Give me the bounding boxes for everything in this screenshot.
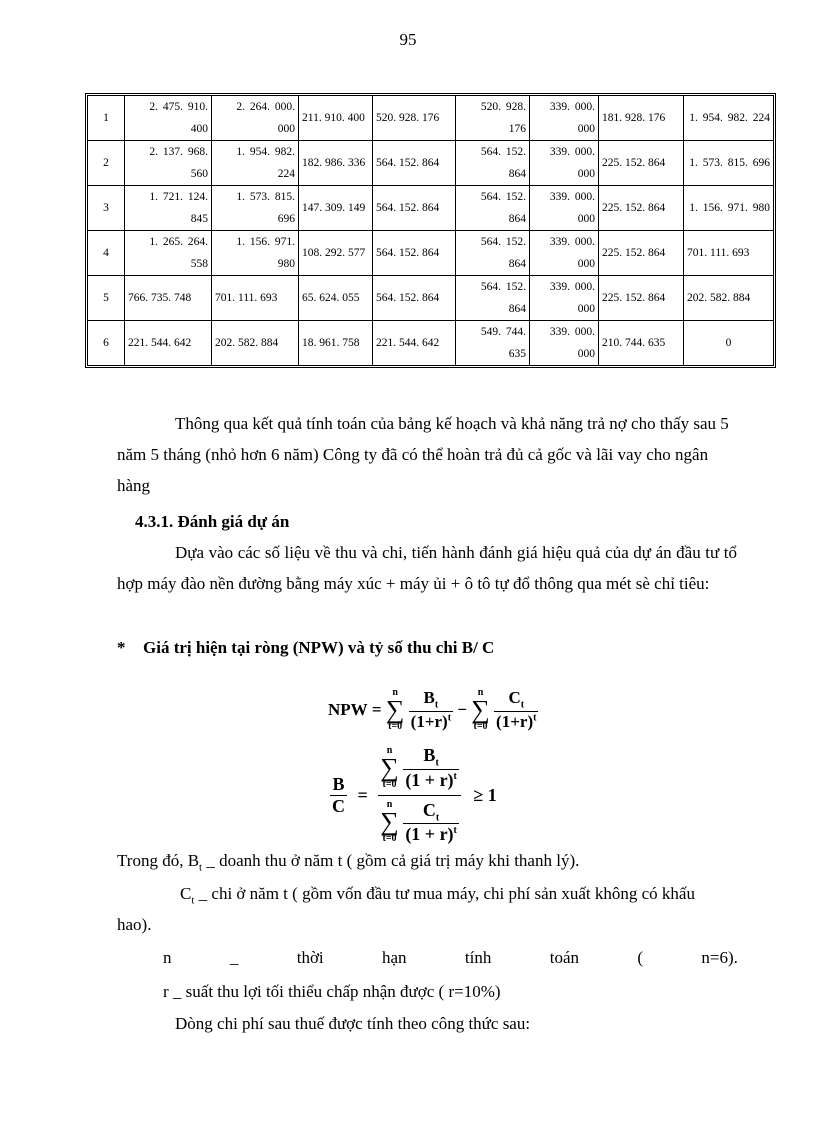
denominator: (1+r) <box>496 711 534 731</box>
def-n-word: tính <box>464 948 492 967</box>
bc-formula <box>330 745 497 845</box>
inner-b-sub: t <box>435 757 439 769</box>
bullet-symbol: * <box>117 638 126 657</box>
table-cell: 564. 152. 864 <box>373 141 456 186</box>
inner-den: (1 + r) <box>405 769 454 790</box>
year-cell: 5 <box>88 276 125 321</box>
bc-inner-frac-c <box>403 800 459 846</box>
sigma-symbol: ∑ <box>385 695 405 724</box>
def-bt-prefix: Trong đó, B <box>117 851 200 870</box>
debt-repayment-table-wrapper <box>85 93 770 368</box>
table-cell: 339. 000. 000 <box>530 321 599 365</box>
sigma-symbol: ∑ <box>380 807 399 837</box>
table-cell: 202. 582. 884 <box>684 276 773 321</box>
table-cell: 147. 309. 149 <box>299 186 373 231</box>
bc-lhs-frac <box>330 774 347 817</box>
table-cell: 2. 137. 968. 560 <box>125 141 212 186</box>
table-cell: 221. 544. 642 <box>125 321 212 365</box>
inner-c-sub: t <box>435 812 440 824</box>
inner-b: B <box>423 745 436 765</box>
table-cell: 225. 152. 864 <box>599 141 684 186</box>
bc-c: C <box>332 795 345 816</box>
def-n-word: n <box>163 948 172 967</box>
def-ct-text: _ chi ở năm t ( gồm vốn đầu tư mua máy, chi phí sản xuất không có khấu <box>194 884 695 903</box>
def-bt <box>117 851 579 873</box>
def-ct-cont: hao). <box>117 915 152 934</box>
table-cell: 1. 265. 264. 558 <box>125 231 212 276</box>
npw-lhs: NPW <box>328 700 368 719</box>
table-cell: 2. 264. 000. 000 <box>212 96 299 141</box>
table-cell: 181. 928. 176 <box>599 96 684 141</box>
inner-c: C <box>422 799 436 820</box>
table-cell: 564. 152. 864 <box>456 276 530 321</box>
bc-ge-one: ≥ 1 <box>473 784 497 805</box>
bc-main-frac <box>378 745 461 845</box>
bc-sigma-bottom <box>380 800 399 844</box>
table-cell: 221. 544. 642 <box>373 321 456 365</box>
def-n-word: thời <box>296 948 324 967</box>
sigma-symbol: ∑ <box>471 695 490 724</box>
table-cell: 0 <box>725 337 732 349</box>
npw-frac-benefit <box>409 688 453 731</box>
year-cell: 1 <box>88 96 125 141</box>
table-cell: 1. 954. 982. 224 <box>212 141 299 186</box>
sigma-bottom: t=0 <box>382 833 397 845</box>
table-cell: 1. 573. 815. 696 <box>684 141 773 186</box>
sigma-bottom: t=0 <box>473 721 488 732</box>
table-cell: 701. 111. 693 <box>212 276 299 321</box>
bullet-text: Giá trị hiện tại ròng (NPW) và tỷ số thu chi B/ C <box>143 638 495 657</box>
inner-den-sup: t <box>453 825 457 837</box>
npw-sigma-1 <box>386 688 405 732</box>
denominator: (1+r) <box>410 711 448 731</box>
inner-den: (1 + r) <box>405 824 454 845</box>
table-cell: 520. 928. 176 <box>373 96 456 141</box>
def-ct-prefix: C <box>180 884 192 903</box>
table-cell: 339. 000. 000 <box>530 231 599 276</box>
table-cell: 564. 152. 864 <box>373 186 456 231</box>
table-row <box>88 321 773 365</box>
bc-inner-frac-b <box>403 745 459 791</box>
table-cell: 549. 744. 635 <box>456 321 530 365</box>
bc-b: B <box>330 774 347 796</box>
table-cell: 339. 000. 000 <box>530 276 599 321</box>
table-cell: 65. 624. 055 <box>299 276 373 321</box>
def-ct <box>180 884 695 906</box>
table-cell: 210. 744. 635 <box>599 321 684 365</box>
table-cell: 1. 721. 124. 845 <box>125 186 212 231</box>
def-n-word: _ <box>229 948 239 967</box>
table-cell: 1. 156. 971. 980 <box>212 231 299 276</box>
sigma-symbol: ∑ <box>380 752 399 782</box>
sigma-top: n <box>392 687 398 698</box>
table-cell: 211. 910. 400 <box>299 96 373 141</box>
table-cell: 766. 735. 748 <box>125 276 212 321</box>
def-ct-sub: t <box>191 894 195 907</box>
table-cell: 564. 152. 864 <box>456 186 530 231</box>
def-n-word: ( <box>637 948 644 967</box>
table-cell: 564. 152. 864 <box>456 231 530 276</box>
npw-sigma-2 <box>471 688 490 732</box>
table-cell: 202. 582. 884 <box>212 321 299 365</box>
table-cell: 225. 152. 864 <box>599 231 684 276</box>
final-line: Dòng chi phí sau thuế được tính theo công thức sau: <box>175 1014 531 1033</box>
sigma-top: n <box>386 744 393 756</box>
table-row <box>88 276 773 321</box>
npw-minus: − <box>457 700 467 719</box>
def-n-word: n=6). <box>701 948 738 967</box>
table-cell: 701. 111. 693 <box>684 231 773 276</box>
sigma-bottom: t=0 <box>388 721 403 732</box>
year-cell: 4 <box>88 231 125 276</box>
table-cell: 225. 152. 864 <box>599 276 684 321</box>
def-bt-sub: t <box>199 861 203 874</box>
table-cell: 1. 156. 971. 980 <box>684 186 773 231</box>
table-cell: 182. 986. 336 <box>299 141 373 186</box>
npw-eq: = <box>371 700 382 719</box>
table-cell: 564. 152. 864 <box>373 276 456 321</box>
table-cell: 108. 292. 577 <box>299 231 373 276</box>
sigma-bottom: t=0 <box>382 778 397 790</box>
table-cell: 564. 152. 864 <box>456 141 530 186</box>
numerator-c: C <box>508 688 521 708</box>
intro-paragraph: Dựa vào các số liệu về thu và chi, tiến hành đánh giá hiệu quả của dự án đầu tư tổ hợp máy đào nền đường bằng máy xúc + máy ủi + ô tô tự đổ thông qua mét sè chỉ tiêu: <box>117 543 737 593</box>
conclusion-paragraph: Thông qua kết quả tính toán của bảng kế hoạch và khả năng trả nợ cho thấy sau 5 năm 5 tháng (nhỏ hơn 6 năm) Công ty đã có thể hoàn trả đủ cả gốc và lãi vay cho ngân hàng <box>117 414 729 495</box>
table-cell: 520. 928. 176 <box>456 96 530 141</box>
year-cell: 3 <box>88 186 125 231</box>
numerator-b: B <box>423 688 435 708</box>
table-cell: 225. 152. 864 <box>599 186 684 231</box>
table-cell: 339. 000. 000 <box>530 141 599 186</box>
def-n-word: hạn <box>382 948 407 967</box>
bc-eq: = <box>357 784 368 805</box>
npw-frac-cost <box>494 688 538 731</box>
section-heading: 4.3.1. Đánh giá dự án <box>135 512 290 531</box>
table-cell: 564. 152. 864 <box>373 231 456 276</box>
table-row <box>88 141 773 186</box>
table-cell: 18. 961. 758 <box>299 321 373 365</box>
table-cell: 1. 573. 815. 696 <box>212 186 299 231</box>
table-cell: 339. 000. 000 <box>530 186 599 231</box>
bc-sigma-top <box>380 746 399 790</box>
table-row <box>88 231 773 276</box>
debt-repayment-table <box>85 93 776 368</box>
denominator-sup: t <box>533 712 537 724</box>
inner-den-sup: t <box>453 770 457 782</box>
sigma-top: n <box>386 799 393 811</box>
def-r: r _ suất thu lợi tối thiểu chấp nhận được ( r=10%) <box>163 982 501 1001</box>
numerator-c-sub: t <box>520 699 525 711</box>
bullet-item <box>117 638 494 658</box>
table-row <box>88 96 773 141</box>
table-cell: 2. 475. 910. 400 <box>125 96 212 141</box>
table-cell: 339. 000. 000 <box>530 96 599 141</box>
page-number: 95 <box>399 30 417 49</box>
year-cell: 6 <box>88 321 125 365</box>
def-n <box>163 948 738 968</box>
sigma-top: n <box>477 687 484 698</box>
year-cell: 2 <box>88 141 125 186</box>
numerator-b-sub: t <box>434 699 439 711</box>
npw-formula <box>328 688 538 732</box>
table-cell: 1. 954. 982. 224 <box>684 96 773 141</box>
table-row <box>88 186 773 231</box>
denominator-sup: t <box>447 712 452 724</box>
def-bt-text: _ doanh thu ở năm t ( gồm cả giá trị máy khi thanh lý). <box>202 851 580 870</box>
def-n-word: toán <box>549 948 580 967</box>
